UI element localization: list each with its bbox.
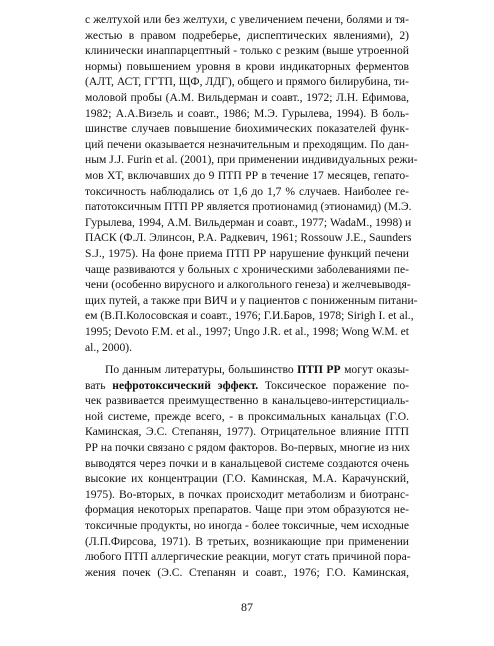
text-line: 1982; А.А.Визель и соавт., 1986; М.Э. Гурылева, 1994). В боль- — [85, 106, 409, 120]
text-line: чек развивается преимущественно в канальцево-интерстициаль- — [85, 394, 409, 408]
text-line: любого ПТП аллергические реакции, могут стать причиной пора- — [85, 550, 411, 564]
text-span: По данным литературы, большинство — [105, 363, 298, 376]
text-line: выводятся через почки и в канальцевой системе создаются очень — [85, 456, 409, 470]
text-line: (Л.П.Фирсова, 1971). В третьих, возникающие при применении — [85, 534, 409, 548]
text-line: ций печени оказывается незначительным и преходящим. По дан- — [85, 137, 409, 151]
text-span: могут оказы- — [340, 363, 409, 376]
text-line — [85, 378, 409, 394]
text-line: S.J., 1975). На фоне приема ПТП РР нарушение функций печени — [85, 247, 409, 260]
text-line: 1995; Devoto F.M. et al., 1997; Ungo J.R. et al., 1998; Wong W.M. et — [85, 325, 409, 338]
text-line: мов ХТ, включавших до 9 ПТП РР в течение 17 месяцев, гепато- — [85, 169, 409, 182]
text-line: ПАСК (Ф.Л. Элинсон, Р.А. Радкевич, 1961; Rossouw J.E., Saunders — [85, 231, 412, 245]
text-line: Гурылева, 1994, А.М. Вильдерман и соавт., 1977; WadaM., 1998) и — [85, 215, 412, 229]
text-line: чаще развиваются у больных с хроническими заболеваниями пе- — [85, 262, 409, 276]
text-line — [105, 362, 409, 378]
text-line: формация некоторых препаратов. Чаще при этом образуются не- — [85, 503, 409, 517]
text-line: 1975). Во-вторых, в почках происходит метаболизм и биотранс- — [85, 487, 409, 501]
text-line: ем (В.П.Колосовская и соавт., 1976; Г.И.Баров, 1978; Sirigh I. et al., — [85, 309, 414, 323]
page-number: 87 — [241, 600, 253, 614]
bold-term: ПТП РР — [297, 363, 341, 376]
text-span: Токсическое поражение по- — [258, 378, 409, 392]
text-span: вать — [85, 378, 113, 392]
text-line: высокие их концентрации (Г.О. Каминская, М.А. Карачунский, — [85, 472, 409, 486]
text-line: (АЛТ, АСТ, ГГТП, ЩФ, ЛДГ), общего и прямого билирубина, ти- — [85, 75, 409, 89]
text-line: моловой пробы (А.М. Вильдерман и соавт., 1972; Л.Н. Ефимова, — [85, 91, 409, 104]
text-line: токсичные продукты, но иногда - более токсичные, чем исходные — [85, 519, 409, 532]
text-line: токсичность наблюдались от 1,6 до 1,7 % случаев. Наиболее ге- — [85, 184, 409, 198]
text-line: нормы) повышением уровня в крови индикаторных ферментов — [85, 59, 409, 73]
text-line: al., 2000). — [85, 340, 133, 354]
text-line: шинстве случаев повышение биохимических показателей функ- — [85, 122, 409, 136]
text-line: Каминская, Э.С. Степанян, 1977). Отрицательное влияние ПТП — [85, 425, 409, 439]
text-line: щих путей, а также при ВИЧ и у пациентов с пониженным питани- — [85, 293, 418, 307]
text-line: жестью в правом подреберье, диспептических явлениями), 2) — [85, 28, 409, 42]
text-line: ной системе, прежде всего, - в проксимальных канальцах (Г.О. — [85, 409, 409, 423]
text-line: ным J.J. Furin et al. (2001), при применении индивидуальных режи- — [85, 153, 418, 167]
bold-term: нефротоксический эффект. — [112, 378, 259, 392]
text-line: патотоксичным ПТП РР является протионамид (этионамид) (М.Э. — [85, 200, 412, 214]
text-line: клинически инаппарцептный - только с резким (выше утроенной — [85, 44, 409, 58]
text-line: жения почек (Э.С. Степанян и соавт., 1976; Г.О. Каминская, — [85, 565, 409, 579]
text-line: чени (особенно вирусного и алкогольного генеза) и желчевыводя- — [85, 278, 411, 292]
text-line: РР на почки связано с рядом факторов. Во-первых, многие из них — [85, 441, 410, 454]
text-line: с желтухой или без желтухи, с увеличением печени, болями и тя- — [85, 13, 409, 26]
